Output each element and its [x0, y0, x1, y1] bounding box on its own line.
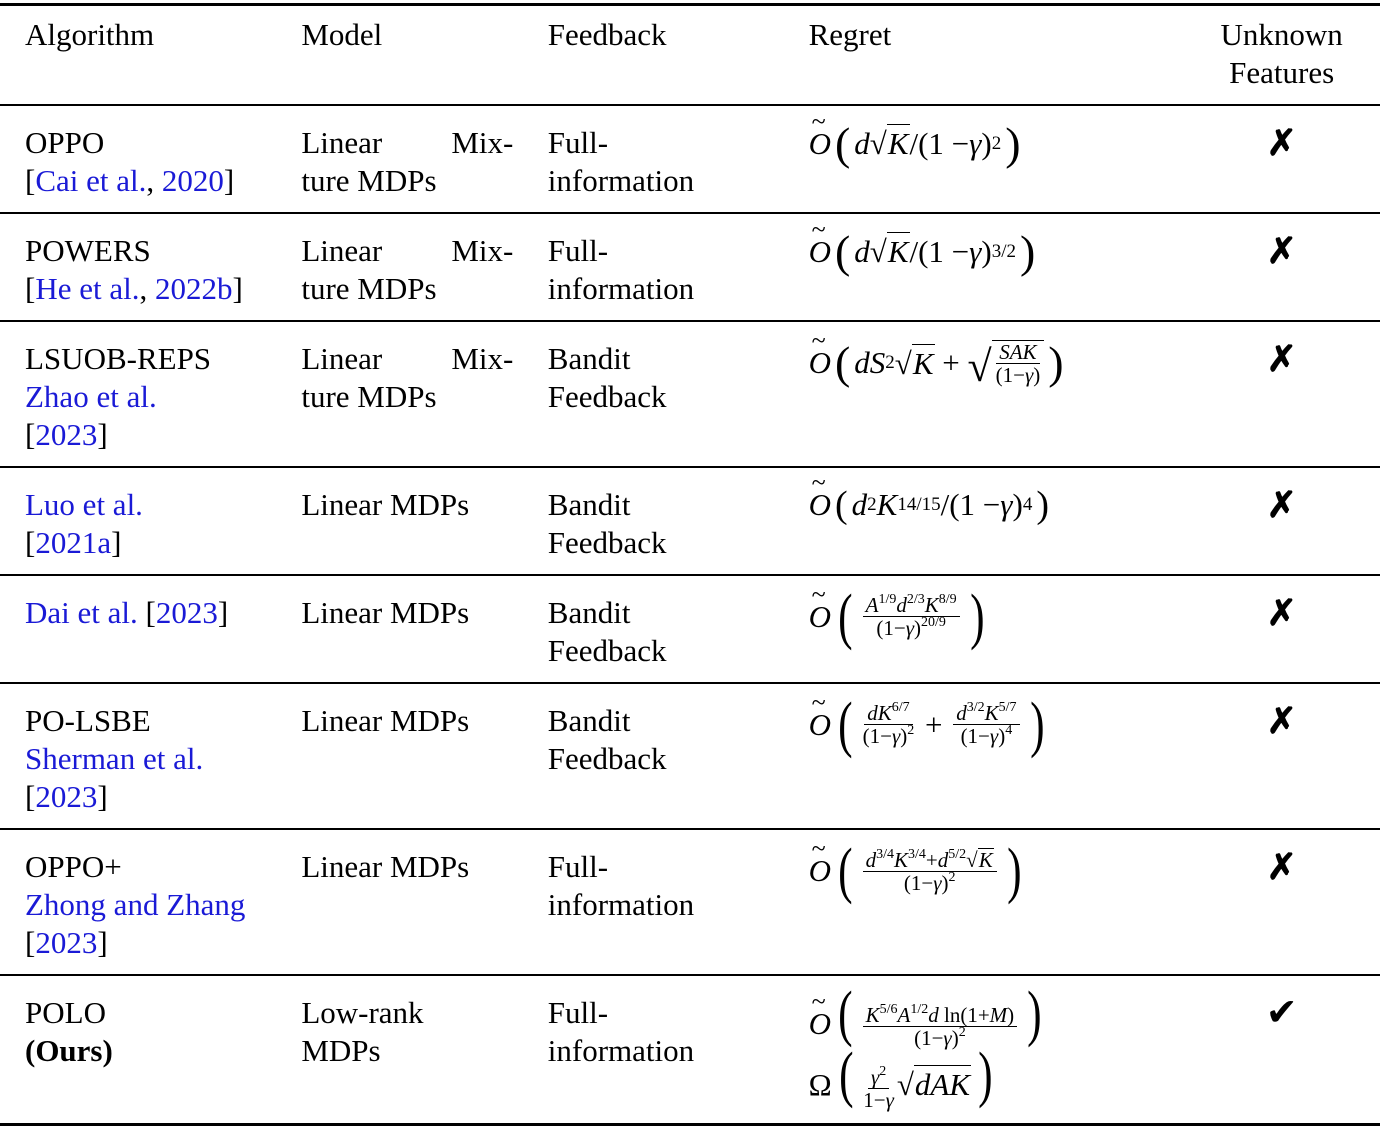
citation-bracket: [	[25, 417, 36, 452]
feedback-line2: Feedback	[547, 525, 667, 560]
regret-cell	[809, 321, 1184, 467]
regret-cell	[809, 105, 1184, 213]
model-line1: Linear Mix-	[301, 341, 514, 376]
model-line2: ture MDPs	[301, 271, 437, 306]
model-line1: Linear Mix-	[301, 125, 514, 160]
algorithm-name: POLO	[25, 995, 106, 1030]
algorithm-cell	[0, 975, 301, 1124]
feedback-line1: Full-	[547, 233, 609, 268]
feedback-line2: Feedback	[547, 379, 667, 414]
citation-year-link[interactable]: 2023	[35, 925, 98, 960]
table-row-oppo-plus	[0, 829, 1380, 975]
model-line1: Linear MDPs	[301, 703, 470, 738]
header-feedback: Feedback	[547, 17, 667, 52]
regret-cell	[809, 467, 1184, 575]
citation-year-link[interactable]: 2023	[35, 779, 98, 814]
citation-bracket: ]	[97, 417, 108, 452]
table-row-po-lsbe	[0, 683, 1380, 829]
citation-bracket: [	[25, 525, 36, 560]
algorithm-name: OPPO+	[25, 849, 122, 884]
feedback-line1: Bandit	[547, 341, 631, 376]
header-unknown-features	[1183, 5, 1380, 106]
feedback-cell	[548, 975, 809, 1124]
algorithm-cell	[0, 105, 301, 213]
feedback-line2: information	[547, 163, 695, 198]
regret-formula: ~ O ( $\frac{A^{1/9}d^{2/3}K^{8/9}}{(1-\gamma)^{20/9}}$ )	[809, 594, 992, 639]
table-row-luo	[0, 467, 1380, 575]
feedback-line2: Feedback	[547, 741, 667, 776]
header-unknown-features-line1: Unknown	[1220, 17, 1343, 52]
header-regret: Regret	[808, 17, 892, 52]
model-cell	[301, 467, 547, 575]
feedback-cell	[548, 105, 809, 213]
cross-icon: ✗	[1266, 231, 1297, 271]
cross-icon: ✗	[1266, 847, 1297, 887]
model-cell	[301, 105, 547, 213]
feedback-line2: Feedback	[547, 633, 667, 668]
unknown-features-cell	[1183, 575, 1380, 683]
feedback-line1: Full-	[547, 849, 609, 884]
regret-cell	[809, 683, 1184, 829]
citation-bracket: ]	[232, 271, 243, 306]
citation-bracket: [	[25, 779, 36, 814]
unknown-features-cell	[1183, 321, 1380, 467]
header-algorithm: Algorithm	[25, 17, 155, 52]
citation-author-link[interactable]: Zhao et al.	[25, 379, 157, 414]
table-row-lsuob-reps	[0, 321, 1380, 467]
table-row-oppo	[0, 105, 1380, 213]
regret-formula: ~ O ( d √ K /(1 − γ ) 3/2 )	[809, 232, 1040, 271]
regret-cell	[809, 975, 1184, 1124]
check-icon: ✔	[1265, 992, 1298, 1034]
citation-author-link[interactable]: Luo et al.	[25, 487, 143, 522]
algorithm-cell	[0, 213, 301, 321]
algorithm-cell	[0, 829, 301, 975]
algorithm-cell	[0, 575, 301, 683]
model-line1: Linear MDPs	[301, 487, 470, 522]
model-cell	[301, 683, 547, 829]
citation-year-link[interactable]: 2022b	[154, 271, 233, 306]
algorithm-cell	[0, 683, 301, 829]
cross-icon: ✗	[1266, 593, 1297, 633]
feedback-line2: information	[547, 271, 695, 306]
regret-formula: ~ O ( $d^{3/4}K^{3/4}+d^{5/2}√$ K $(1-\gamma)^2$ )	[809, 848, 1029, 894]
algorithm-cell	[0, 321, 301, 467]
regret-formula: ~ O ( d √ K /(1 − γ ) 2 )	[809, 124, 1025, 163]
header-row	[0, 5, 1380, 106]
table-row-polo	[0, 975, 1380, 1124]
citation-bracket: ]	[97, 779, 108, 814]
feedback-line1: Bandit	[547, 703, 631, 738]
model-cell	[301, 975, 547, 1124]
model-line2: MDPs	[301, 1033, 381, 1068]
algorithm-cell	[0, 467, 301, 575]
feedback-cell	[548, 213, 809, 321]
feedback-line1: Bandit	[547, 487, 631, 522]
algorithm-name: POWERS	[25, 233, 151, 268]
citation-author-link[interactable]: Zhong and Zhang	[25, 887, 246, 922]
citation-bracket: [	[25, 163, 36, 198]
feedback-cell	[548, 467, 809, 575]
feedback-cell	[548, 683, 809, 829]
model-cell	[301, 213, 547, 321]
citation-bracket: ]	[223, 163, 235, 198]
unknown-features-cell	[1183, 213, 1380, 321]
unknown-features-cell	[1183, 975, 1380, 1124]
regret-formula: ~ O ( d 2 K 14/15 /(1 − γ ) 4 )	[809, 486, 1053, 524]
header-model: Model	[301, 17, 383, 52]
citation-year-link[interactable]: 2021a	[35, 525, 112, 560]
table-row-powers	[0, 213, 1380, 321]
cross-icon: ✗	[1266, 701, 1297, 741]
feedback-line1: Bandit	[547, 595, 631, 630]
model-line1: Linear MDPs	[301, 595, 470, 630]
unknown-features-cell	[1183, 829, 1380, 975]
model-line1: Linear Mix-	[301, 233, 514, 268]
cross-icon: ✗	[1266, 123, 1297, 163]
algorithm-name: LSUOB-REPS	[25, 341, 212, 376]
cross-icon: ✗	[1266, 485, 1297, 525]
citation-year-link[interactable]: 2023	[155, 595, 218, 630]
citation-bracket: [	[25, 271, 36, 306]
unknown-features-cell	[1183, 683, 1380, 829]
feedback-line2: information	[547, 1033, 695, 1068]
citation-bracket: ]	[111, 525, 122, 560]
citation-bracket: [	[25, 925, 36, 960]
citation-year-link[interactable]: 2020	[161, 163, 224, 198]
citation-author-link[interactable]: Cai et al.	[35, 163, 147, 198]
feedback-cell	[548, 575, 809, 683]
citation-bracket: ]	[97, 925, 108, 960]
model-line1: Low-rank	[301, 995, 424, 1030]
citation-author-link[interactable]: Dai et al.	[25, 595, 138, 630]
model-cell	[301, 321, 547, 467]
citation-author-link[interactable]: Sherman et al.	[25, 741, 204, 776]
feedback-cell	[548, 321, 809, 467]
comparison-table	[0, 3, 1380, 1126]
table-row-dai	[0, 575, 1380, 683]
algorithm-name: PO-LSBE	[25, 703, 151, 738]
regret-upper-bound: ~ O ( $\frac{K^{5/6}A^{1/2}d \ln(1+M)}{(1-\gamma)^2}$ )	[809, 994, 1184, 1049]
ours-label: (Ours)	[25, 1033, 113, 1068]
citation-sep: ,	[139, 271, 155, 306]
regret-formula: ~ O ( $\frac{dK^{6/7}}{(1-\gamma)^2}$ + $\frac{d^{3/2}K^{5/7}}{(1-\gamma)^4}$ )	[809, 702, 1052, 747]
regret-cell	[809, 829, 1184, 975]
citation-author-link[interactable]: He et al.	[35, 271, 140, 306]
regret-cell	[809, 213, 1184, 321]
model-line1: Linear MDPs	[301, 849, 470, 884]
algorithm-name: OPPO	[25, 125, 105, 160]
citation-sep: ,	[146, 163, 162, 198]
citation-bracket: ]	[217, 595, 229, 630]
cross-icon: ✗	[1266, 339, 1297, 379]
model-line2: ture MDPs	[301, 379, 437, 414]
citation-bracket: [	[137, 595, 156, 630]
feedback-line2: information	[547, 887, 695, 922]
feedback-cell	[548, 829, 809, 975]
unknown-features-cell	[1183, 467, 1380, 575]
regret-cell	[809, 575, 1184, 683]
feedback-line1: Full-	[547, 995, 609, 1030]
feedback-line1: Full-	[547, 125, 609, 160]
model-line2: ture MDPs	[301, 163, 437, 198]
unknown-features-cell	[1183, 105, 1380, 213]
header-unknown-features-line2: Features	[1229, 55, 1335, 90]
model-cell	[301, 575, 547, 683]
regret-lower-bound: Ω ( $\frac{\gamma^2}{1-\gamma}$ √ dAK )	[808, 1041, 993, 1112]
model-cell	[301, 829, 547, 975]
regret-formula: ~ O ( dS 2 √ K + √ $\frac{\text{SAK}}{(1-\gamma)}$ )	[809, 340, 1068, 386]
citation-year-link[interactable]: 2023	[35, 417, 98, 452]
